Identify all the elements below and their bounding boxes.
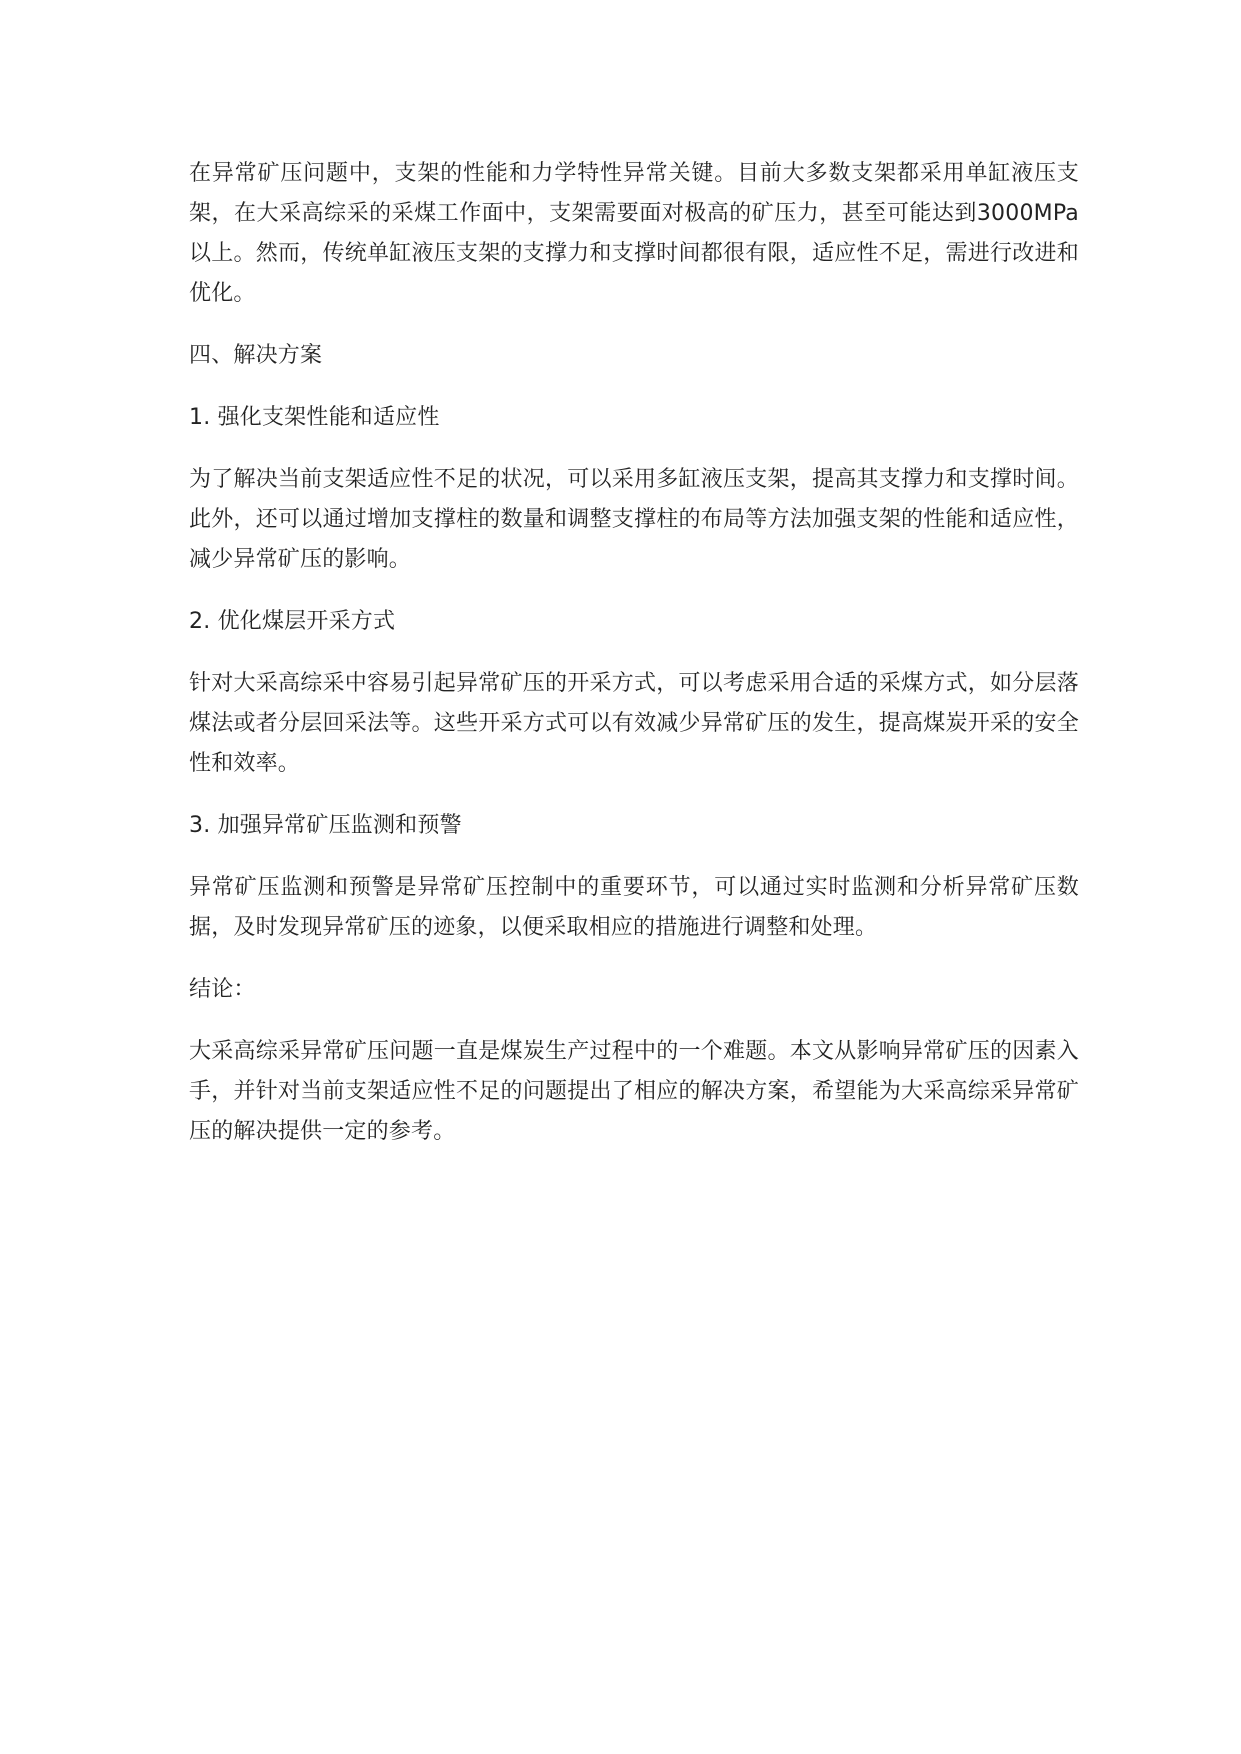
paragraph-strengthen-support: 为了解决当前支架适应性不足的状况，可以采用多缸液压支架，提高其支撑力和支撑时间。此外，还可以通过增加支撑柱的数量和调整支撑柱的布局等方法加强支架的性能和适应性，减少异常矿压的影响。: [189, 467, 1079, 572]
paragraph-optimize-mining: 针对大采高综采中容易引起异常矿压的开采方式，可以考虑采用合适的采煤方式，如分层落煤法或者分层回采法等。这些开采方式可以有效减少异常矿压的发生，提高煤炭开采的安全性和效率。: [189, 671, 1079, 776]
document-body: [189, 154, 1079, 1174]
paragraph-conclusion: 大采高综采异常矿压问题一直是煤炭生产过程中的一个难题。本文从影响异常矿压的因素入手，并针对当前支架适应性不足的问题提出了相应的解决方案，希望能为大采高综采异常矿压的解决提供一定的参考。: [189, 1039, 1079, 1144]
conclusion-heading: 结论：: [189, 977, 256, 1002]
paragraph-support-performance: 在异常矿压问题中，支架的性能和力学特性异常关键。目前大多数支架都采用单缸液压支架，在大采高综采的采煤工作面中，支架需要面对极高的矿压力，甚至可能达到3000MPa 以上。然而，传统单缸液压支架的支撑力和支撑时间都很有限，适应性不足，需进行改进和优化。: [189, 161, 1079, 306]
subheading-monitoring: 3. 加强异常矿压监测和预警: [189, 813, 462, 838]
subheading-strengthen-support: 1. 强化支架性能和适应性: [189, 405, 440, 430]
subheading-optimize-mining: 2. 优化煤层开采方式: [189, 609, 396, 634]
section-heading-solutions: 四、解决方案: [189, 343, 323, 368]
paragraph-monitoring: 异常矿压监测和预警是异常矿压控制中的重要环节，可以通过实时监测和分析异常矿压数据，及时发现异常矿压的迹象，以便采取相应的措施进行调整和处理。: [189, 875, 1079, 940]
